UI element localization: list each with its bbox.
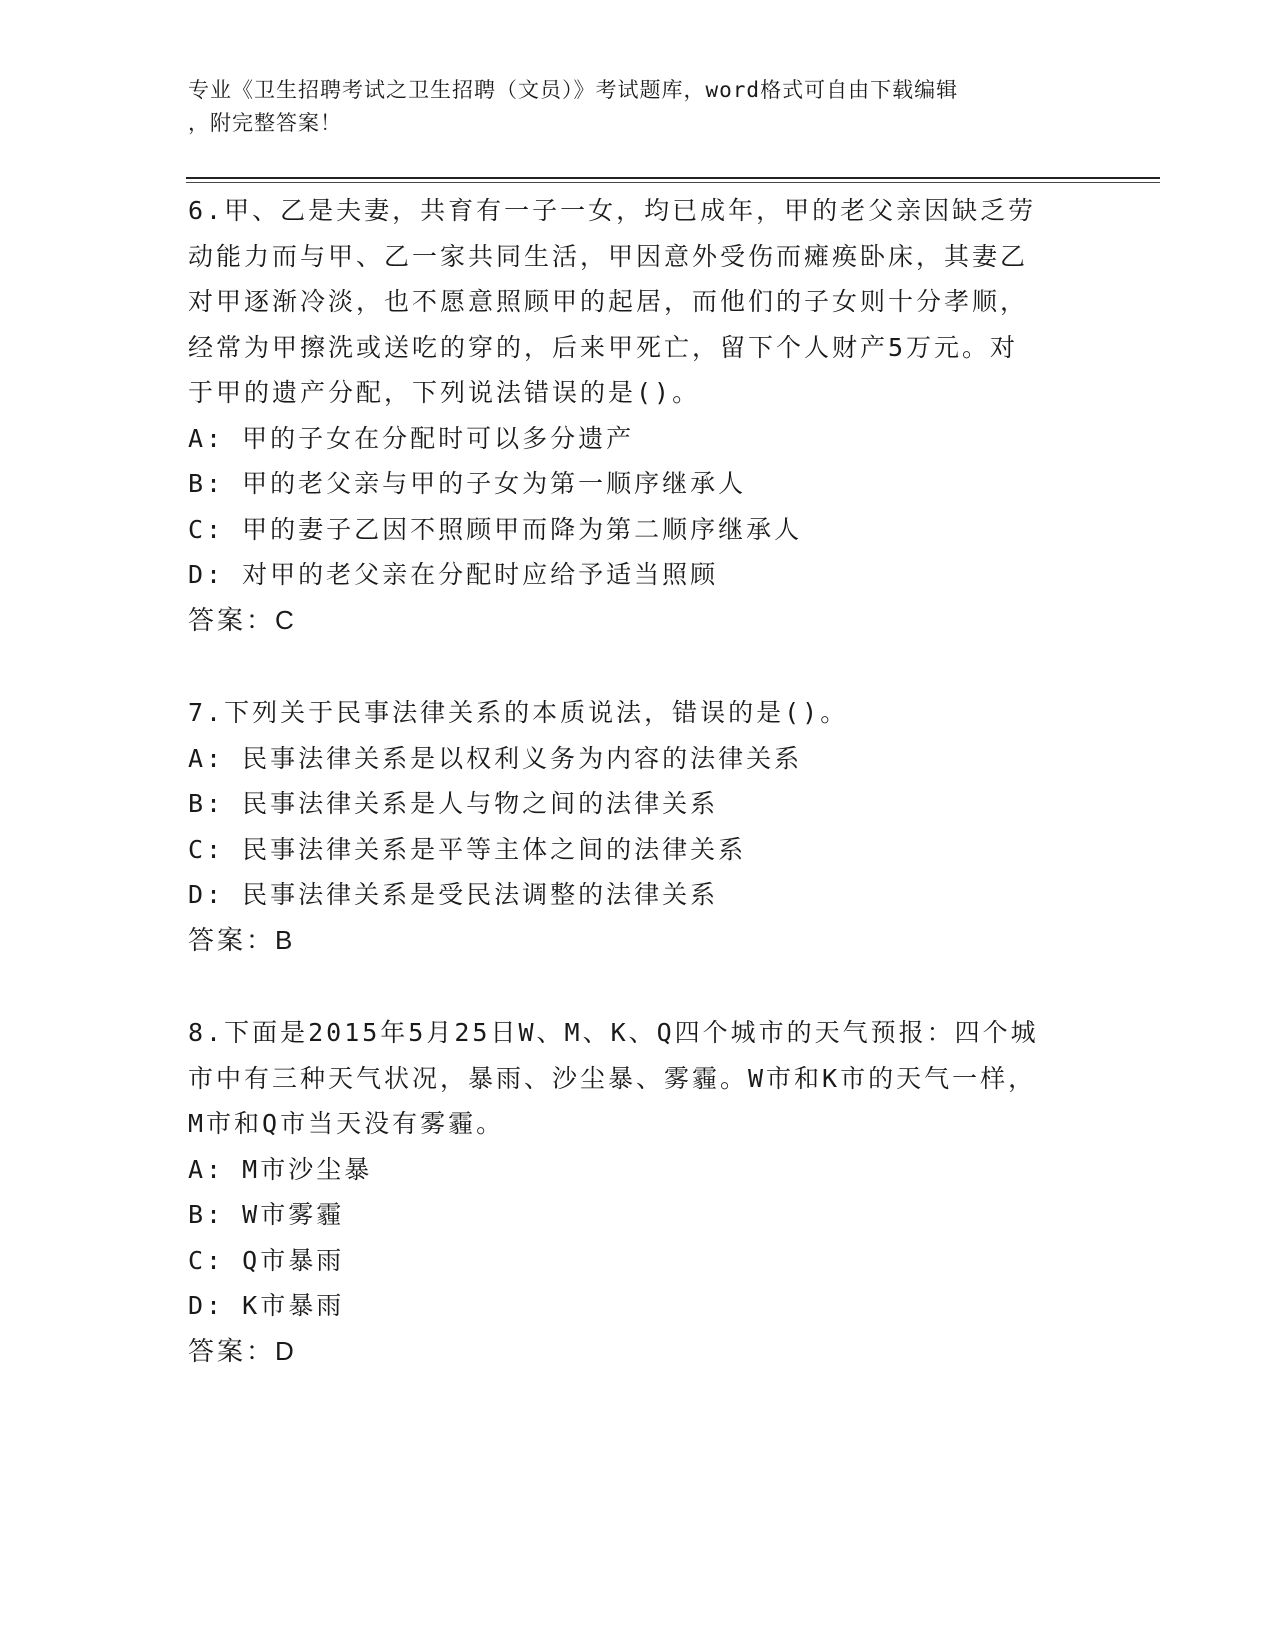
question-stem: 7.下列关于民事法律关系的本质说法，错误的是()。 (188, 698, 849, 727)
answer-line (188, 918, 1088, 964)
option-b: B: 民事法律关系是人与物之间的法律关系 (188, 789, 719, 818)
option-d: D: K市暴雨 (188, 1291, 345, 1320)
answer-value: D (275, 1335, 295, 1366)
answer-line (188, 598, 1088, 644)
question-8 (188, 1010, 1088, 1374)
option-c: C: Q市暴雨 (188, 1245, 345, 1275)
question-stem: 6.甲、乙是夫妻，共育有一子一女，均已成年，甲的老父亲因缺乏劳 动能力而与甲、乙一家共同生活，甲因意外受伤而瘫痪卧床，其妻乙 对甲逐渐冷淡，也不愿意照顾甲的起居，而他们的子女则十分孝顺， 经常为甲擦洗或送吃的穿的，后来甲死亡，留下个人财产5万元。对 于甲的遗产分配，下列说法错误的是()。 (188, 196, 1037, 407)
question-stem: 8.下面是2015年5月25日W、M、K、Q四个城市的天气预报：四个城 市中有三种天气状况，暴雨、沙尘暴、雾霾。W市和K市的天气一样， M市和Q市当天没有雾霾。 (188, 1018, 1039, 1138)
answer-value: C (275, 604, 295, 635)
header-title-line-2: ，附完整答案！ (188, 111, 342, 135)
option-a: A: M市沙尘暴 (188, 1154, 373, 1184)
option-d: D: 对甲的老父亲在分配时应给予适当照顾 (188, 560, 719, 589)
answer-label: 答案： (188, 924, 276, 955)
option-list (188, 736, 1088, 918)
option-c: C: 甲的妻子乙因不照顾甲而降为第二顺序继承人 (188, 514, 803, 544)
header-title-line-1: 专业《卫生招聘考试之卫生招聘（文员）》考试题库，word格式可自由下载编辑 (188, 78, 959, 102)
header-divider-thick (186, 177, 1160, 179)
option-list (188, 1147, 1088, 1329)
option-b: B: W市雾霾 (188, 1200, 345, 1229)
question-6 (188, 188, 1088, 643)
option-d: D: 民事法律关系是受民法调整的法律关系 (188, 880, 719, 909)
answer-line (188, 1329, 1088, 1375)
header-divider-thin (186, 182, 1160, 183)
answer-label: 答案： (188, 604, 276, 635)
answer-label: 答案： (188, 1335, 276, 1366)
document-header (188, 74, 1068, 140)
option-list (188, 416, 1088, 598)
answer-value: B (275, 924, 294, 955)
option-a: A: 民事法律关系是以权利义务为内容的法律关系 (188, 743, 803, 773)
option-c: C: 民事法律关系是平等主体之间的法律关系 (188, 834, 747, 864)
question-7 (188, 690, 1088, 963)
option-b: B: 甲的老父亲与甲的子女为第一顺序继承人 (188, 469, 747, 498)
option-a: A: 甲的子女在分配时可以多分遗产 (188, 423, 635, 453)
